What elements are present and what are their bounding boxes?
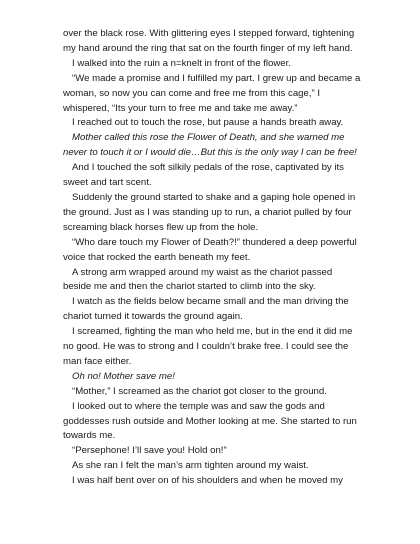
paragraph-thought: Oh no! Mother save me! bbox=[72, 370, 175, 382]
paragraph: I walked into the ruin a n=knelt in front of the flower. bbox=[72, 57, 291, 69]
page-text bbox=[63, 27, 363, 489]
paragraph: And I touched the soft silkily pedals of the rose, captivated by its sweet and tart scent. bbox=[63, 162, 344, 189]
paragraph-thought: Mother called this rose the Flower of Death, and she warned me never to touch it or I would die…But this is the only way I can be free! bbox=[63, 132, 357, 159]
paragraph: Suddenly the ground started to shake and a gaping hole opened in the ground. Just as I was standing up to run, a chariot pulled by four screaming black horses flew up from the hole. bbox=[63, 191, 356, 233]
paragraph: I reached out to touch the rose, but pause a hands breath away. bbox=[72, 117, 344, 129]
paragraph: I screamed, fighting the man who held me, but in the end it did me no good. He was to strong and I couldn’t brake free. I could see the man face either. bbox=[63, 326, 353, 367]
paragraph: I looked out to where the temple was and saw the gods and goddesses rush outside and Mother looking at me. She started to run towards me. bbox=[63, 400, 357, 442]
paragraph: “Persephone! I’ll save you! Hold on!” bbox=[72, 445, 227, 457]
paragraph: “We made a promise and I fulfilled my part. I grew up and became a woman, so now you can come and free me from this cage,” I whispered, “Its your turn to free me and take me away.” bbox=[63, 72, 361, 114]
paragraph: I was half bent over on of his shoulders and when he moved my bbox=[72, 475, 343, 487]
paragraph: over the black rose. With glittering eyes I stepped forward, tightening my hand around the ring that sat on the fourth finger of my left hand. bbox=[63, 28, 355, 54]
paragraph: As she ran I felt the man’s arm tighten around my waist. bbox=[72, 460, 309, 472]
paragraph: “Who dare touch my Flower of Death?!” thundered a deep powerful voice that rocked the earth beneath my feet. bbox=[63, 236, 357, 263]
paragraph: A strong arm wrapped around my waist as the chariot passed beside me and then the chariot started to climb into the sky. bbox=[63, 266, 333, 293]
paragraph: “Mother,” I screamed as the chariot got closer to the ground. bbox=[72, 385, 327, 397]
paragraph: I watch as the fields below became small and the man driving the chariot turned it towards the ground again. bbox=[63, 296, 349, 323]
